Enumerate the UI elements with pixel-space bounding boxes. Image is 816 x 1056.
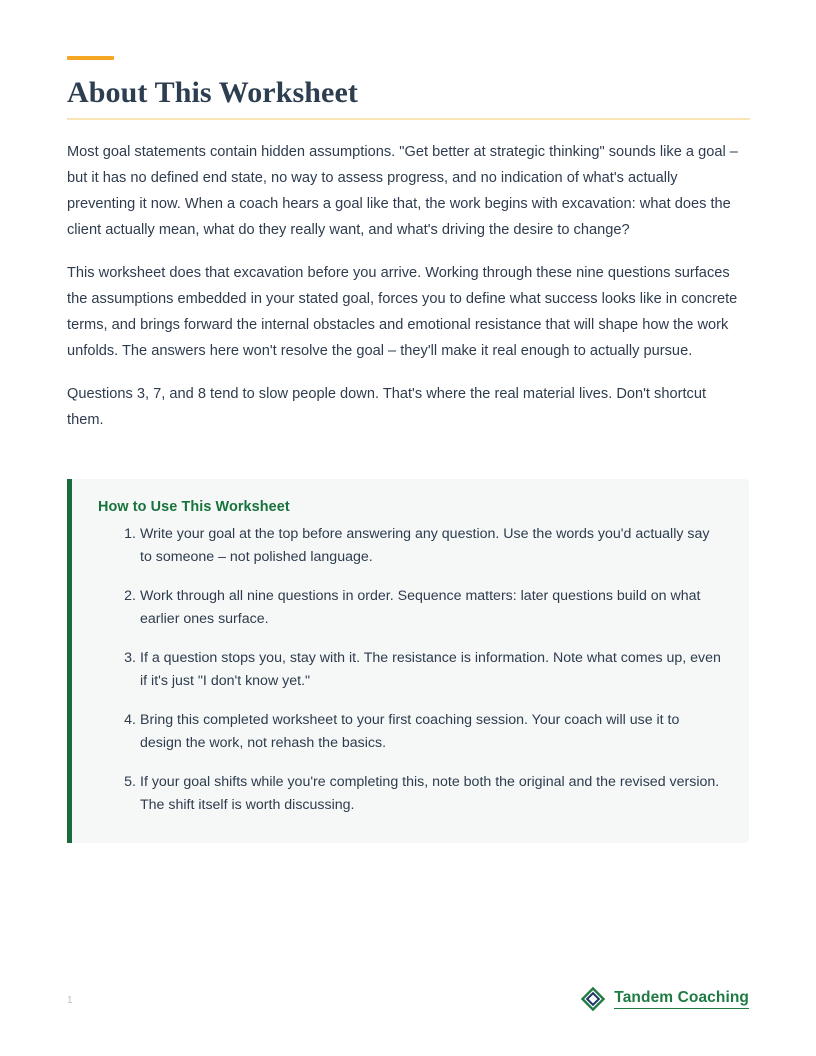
intro-text-block [67, 140, 745, 434]
list-item: If a question stops you, stay with it. The resistance is information. Note what comes up, even if it's just "I don't know yet." [140, 650, 721, 689]
list-item: Bring this completed worksheet to your first coaching session. Your coach will use it to design the work, not rehash the basics. [140, 712, 680, 751]
page-number: 1 [67, 995, 73, 1006]
page-footer [0, 986, 816, 1056]
how-to-use-callout [67, 479, 749, 843]
list-item: Work through all nine questions in order. Sequence matters: later questions build on what earlier ones surface. [140, 588, 701, 627]
accent-bar [67, 56, 114, 60]
brand-name: Tandem Coaching [614, 989, 749, 1009]
page-title: About This Worksheet [67, 76, 358, 109]
brand-logo [580, 986, 749, 1012]
paragraph: Questions 3, 7, and 8 tend to slow people down. That's where the real material lives. Don't shortcut them. [67, 385, 707, 428]
title-divider [67, 118, 750, 120]
paragraph: Most goal statements contain hidden assumptions. "Get better at strategic thinking" sounds like a goal – but it has no defined end state, no way to assess progress, and no indication of what's actually preventing it now. When a coach hears a goal like that, the work begins with excavation: what does the client actually mean, what do they really want, and what's driving the desire to change? [67, 144, 738, 238]
callout-heading: How to Use This Worksheet [98, 499, 290, 515]
list-item: If your goal shifts while you're completing this, note both the original and the revised version. The shift itself is worth discussing. [140, 774, 720, 813]
list-item: Write your goal at the top before answering any question. Use the words you'd actually say to someone – not polished language. [140, 526, 710, 565]
paragraph: This worksheet does that excavation before you arrive. Working through these nine questions surfaces the assumptions embedded in your stated goal, forces you to define what success looks like in concrete terms, and brings forward the internal obstacles and emotional resistance that will shape how the work unfolds. The answers here won't resolve the goal – they'll make it real enough to actually pursue. [67, 264, 738, 359]
tandem-diamond-icon [580, 986, 606, 1012]
callout-instruction-list [98, 523, 723, 817]
